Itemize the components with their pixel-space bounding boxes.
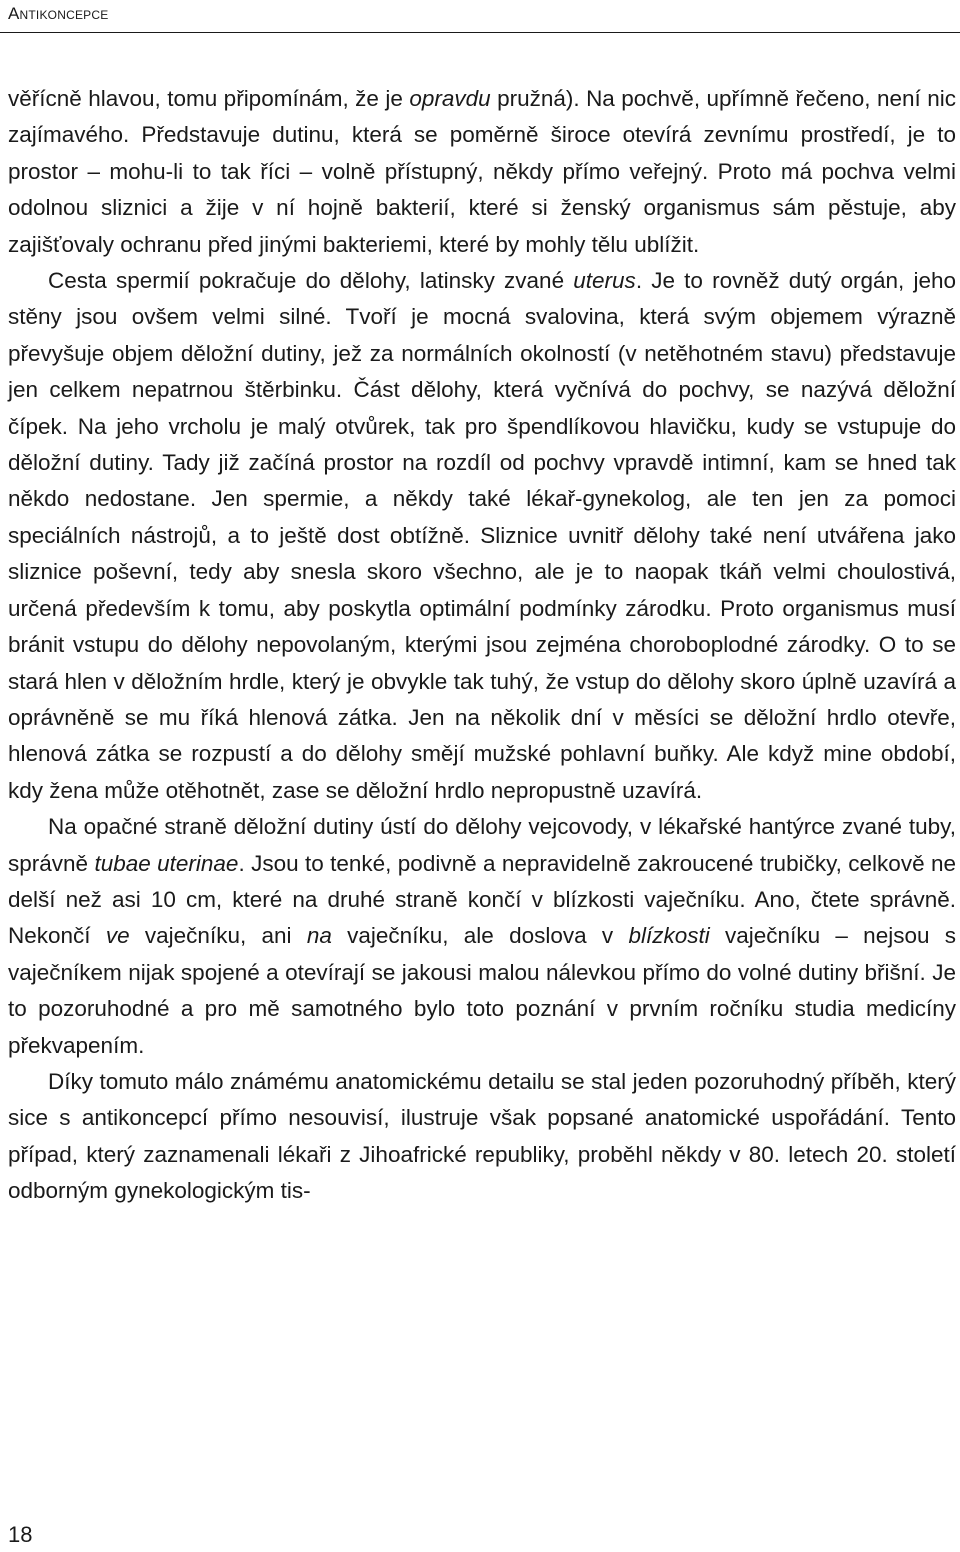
italic-term: uterus [573,268,636,294]
text-run: vaječníku – nejsou s vaječníkem nijak spojené a otevírají se jakousi malou nálevkou přímo do volné dutiny břišní. Je to pozoruhodné a pro mě samotného bylo toto poznání v prvním ročníku studia medicíny překvapením. [8,923,957,1058]
header-rule [0,32,960,33]
paragraph [8,809,956,1064]
italic-term: tubae uterinae [94,850,239,876]
body-text [8,81,956,1210]
text-run: Na opačné straně děložní dutiny ústí do dělohy vejcovody, v lékařské hantýrce zvané tuby, správně [8,814,956,876]
running-header: Antikoncepce [8,4,109,23]
text-run: věřícně hlavou, tomu připomínám, že je [8,86,410,111]
text-run: vaječníku, ale doslova v [331,923,629,949]
italic-term: ve [105,923,130,949]
paragraph [8,81,956,263]
paragraph [8,1064,956,1210]
italic-term: opravdu [409,86,491,111]
italic-term: na [306,923,332,949]
text-run: Cesta spermií pokračuje do dělohy, latinsky zvané [48,268,574,294]
text-run: . Jsou to tenké, podivně a nepravidelně zakroucené trubičky, celkově ne delší než asi 10 cm, které na druhé straně končí v blízkosti vaječníku. Ano, čtete správně. Nekončí [8,850,956,949]
text-run: pružná). Na pochvě, upřímně řečeno, není nic zajímavého. Představuje dutinu, která se poměrně široce otevírá zevnímu prostředí, je to prostor – mohu-li to tak říci – volně přístupný, někdy přímo veřejný. Proto má pochva velmi odolnou sliznici a žije v ní hojně bakterií, které si ženský organismus sám pěstuje, aby zajišťovaly ochranu před jinými bakteriemi, které by mohly tělu ublížit. [8,86,956,257]
text-run: vaječníku, ani [129,923,307,949]
italic-term: blízkosti [628,923,710,949]
text-run: . Je to rovněž dutý orgán, jeho stěny jsou ovšem velmi silné. Tvoří je mocná svalovina, která svým objemem výrazně převyšuje objem děložní dutiny, jež za normálních okolností (v netěhotném stavu) představuje jen celkem nepatrnou štěrbinku. Část dělohy, která vyčnívá do pochvy, se nazývá děložní čípek. Na jeho vrcholu je malý otvůrek, tak pro špendlíkovou hlavičku, kudy se vstupuje do děložní dutiny. Tady již začíná prostor na rozdíl od pochvy vpravdě intimní, kam se hned tak někdo nedostane. Jen spermie, a někdy také lékař-gynekolog, ale ten jen za pomoci speciálních nástrojů, a to ještě dost obtížně. Sliznice uvnitř dělohy také není utvářena jako sliznice poševní, tedy aby snesla skoro všechno, ale je to naopak tkáň velmi choulostivá, určená především k tomu, aby poskytla optimální podmínky zárodku. Proto organismus musí bránit vstupu do dělohy nepovolaným, kterými jsou zejména choroboplodné zárodky. O to se stará hlen v děložním hrdle, který je obvykle tak tuhý, že vstup do dělohy skoro úplně uzavírá a oprávněně se mu říká hlenová zátka. Jen na několik dní v měsíci se děložní hrdlo otevře, hlenová zátka se rozpustí a do dělohy smějí mužské pohlavní buňky. Ale když mine období, kdy žena může otěhotnět, zase se děložní hrdlo nepropustně uzavírá. [8,268,956,803]
page-number: 18 [8,1522,33,1547]
paragraph [8,263,956,809]
text-run: Díky tomuto málo známému anatomickému detailu se stal jeden pozoruhodný příběh, který sice s antikoncepcí přímo nesouvisí, ilustruje však popsané anatomické uspořádání. Tento případ, který zaznamenali lékaři z Jihoafrické republiky, proběhl někdy v 80. letech 20. století odborným gynekologickým tis- [8,1068,956,1204]
